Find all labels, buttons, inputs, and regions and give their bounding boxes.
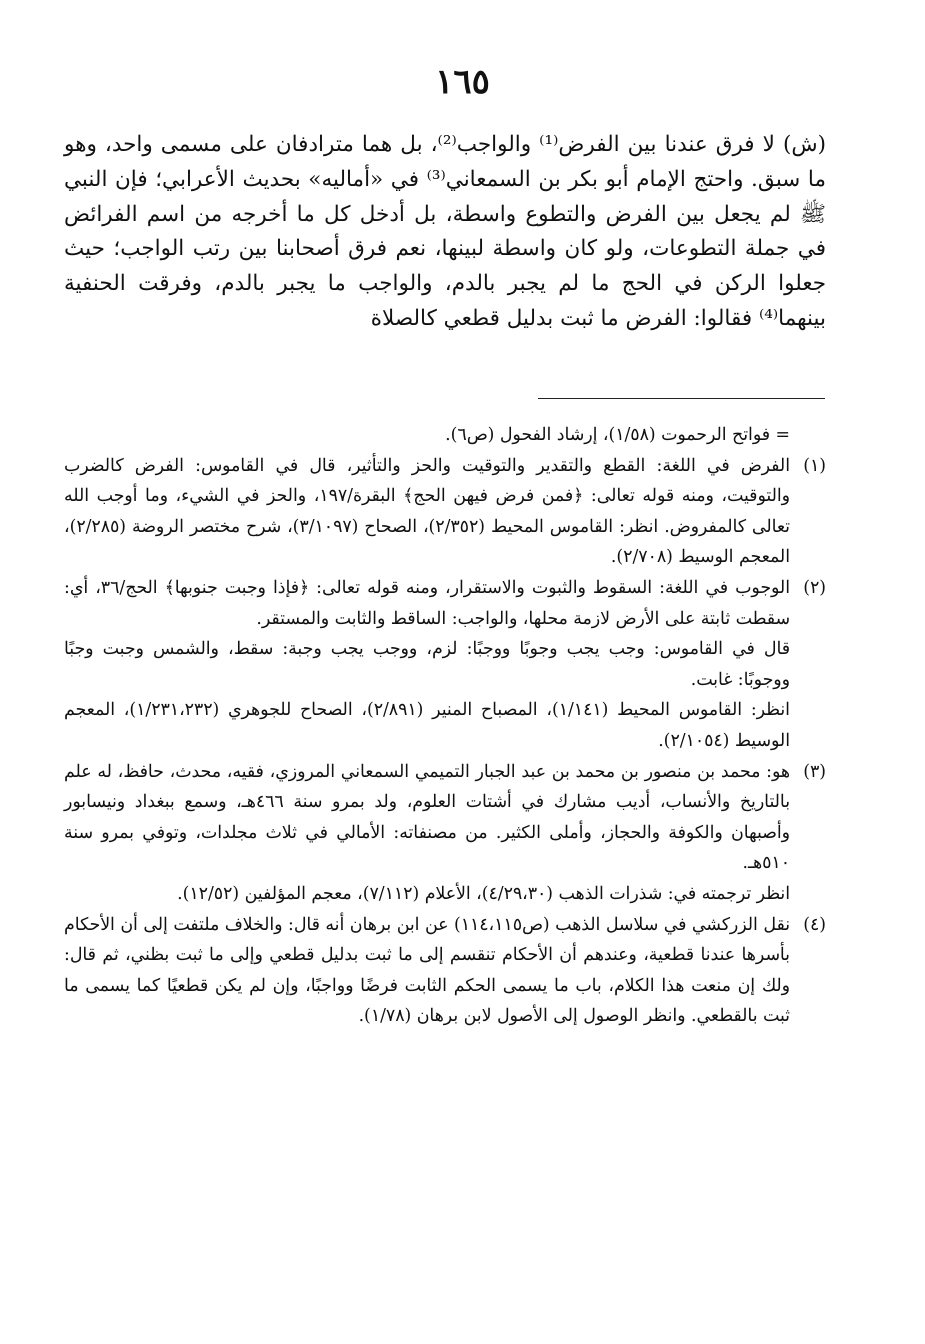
footnote-continuation: = فواتح الرحموت (١/٥٨)، إرشاد الفحول (ص٦). <box>445 425 790 445</box>
footnote-3 <box>64 757 826 910</box>
footnote-number: (٣) <box>803 761 826 782</box>
footnote-text: هو: محمد بن منصور بن محمد بن عبد الجبار التميمي السمعاني المروزي، فقيه، محدث، حافظ، له علم بالتاريخ والأنساب، أديب مشارك في أشتات العلوم، ولد بمرو سنة ٤٦٦هـ، وسمع ببغداد ونيسابور وأصبهان والكوفة والحجاز، وأملى الكثير. من مصنفاته: الأمالي في ثلاث مجلدات، وتوفي بمرو سنة ٥١٠هـ. <box>64 761 790 874</box>
footnote-2 <box>64 573 826 757</box>
footnote-text: انظر: القاموس المحيط (١/١٤١)، المصباح المنير (٢/٨٩١)، الصحاح للجوهري (١/٢٣١،٢٣٢)، المعجم الوسيط (٢/١٠٥٤). <box>64 700 790 751</box>
footnote-text: انظر ترجمته في: شذرات الذهب (٤/٢٩،٣٠)، الأعلام (٧/١١٢)، معجم المؤلفين (١٢/٥٢). <box>177 883 790 904</box>
main-body-text: (ش) لا فرق عندنا بين الفرض⁽¹⁾ والواجب⁽²⁾، بل هما مترادفان على مسمى واحد، وهو ما سبق. واحتج الإمام أبو بكر بن السمعاني⁽³⁾ في «أماليه» بحديث الأعرابي؛ فإن النبي ﷺ لم يجعل بين الفرض والتطوع واسطة، بل أدخل كل ما أخرجه من اسم الفرائض في جملة التطوعات، ولو كان واسطة لبينها، نعم فرق أصحابنا بين رتب الواجب؛ حيث جعلوا الركن في الحج ما لم يجبر بالدم، والواجب ما يجبر بالدم، وفرقت الحنفية بينهما⁽⁴⁾ فقالوا: الفرض ما ثبت بدليل قطعي كالصلاة <box>64 132 826 331</box>
footnotes <box>64 420 826 1032</box>
footnote-text: الفرض في اللغة: القطع والتقدير والتوقيت والحز والتأثير، قال في القاموس: الفرض كالضرب والتوقيت، ومنه قوله تعالى: ﴿فمن فرض فيهن الحج﴾ البقرة/١٩٧، والحز في الشيء، وما أوجب الله تعالى كالمفروض. انظر: القاموس المحيط (٢/٣٥٢)، الصحاح (٣/١٠٩٧)، شرح مختصر الروضة (٢/٢٨٥)، المعجم الوسيط (٢/٧٠٨). <box>64 455 790 568</box>
footnote-number: (١) <box>803 455 826 476</box>
footnote-text: الوجوب في اللغة: السقوط والثبوت والاستقرار، ومنه قوله تعالى: ﴿فإذا وجبت جنوبها﴾ الحج/٣٦، أي: سقطت ثابتة على الأرض لازمة محلها، والواجب: الساقط والثابت والمستقر. <box>64 577 790 629</box>
footnote-text: قال في القاموس: وجب يجب وجوبًا ووجبًا: لزم، ووجب يجب وجبة: سقط، والشمس وجبت وجبًا ووجوبًا: غابت. <box>64 639 790 690</box>
footnote-divider <box>538 398 825 399</box>
page-number: ١٦٥ <box>435 62 490 102</box>
footnote-1 <box>64 451 826 573</box>
footnote-4 <box>64 910 826 1032</box>
footnote-text: نقل الزركشي في سلاسل الذهب (ص١١٤،١١٥) عن ابن برهان أنه قال: والخلاف ملتفت إلى أن الأحكام بأسرها عندنا قطعية، وعندهم أن الأحكام تنقسم إلى ما ثبت بدليل قطعي وإلى ما ثبت بظني، ثم قال: ولك إن منعت هذا الكلام، باب ما يسمى الحكم الثابت فرضًا وواجبًا، وإن لم يكن قطعيًا كما يسمى ما ثبت بالقطعي. وانظر الوصول إلى الأصول لابن برهان (١/٧٨). <box>64 914 791 1027</box>
footnote-number: (٢) <box>803 577 826 598</box>
footnote-number: (٤) <box>803 914 826 935</box>
